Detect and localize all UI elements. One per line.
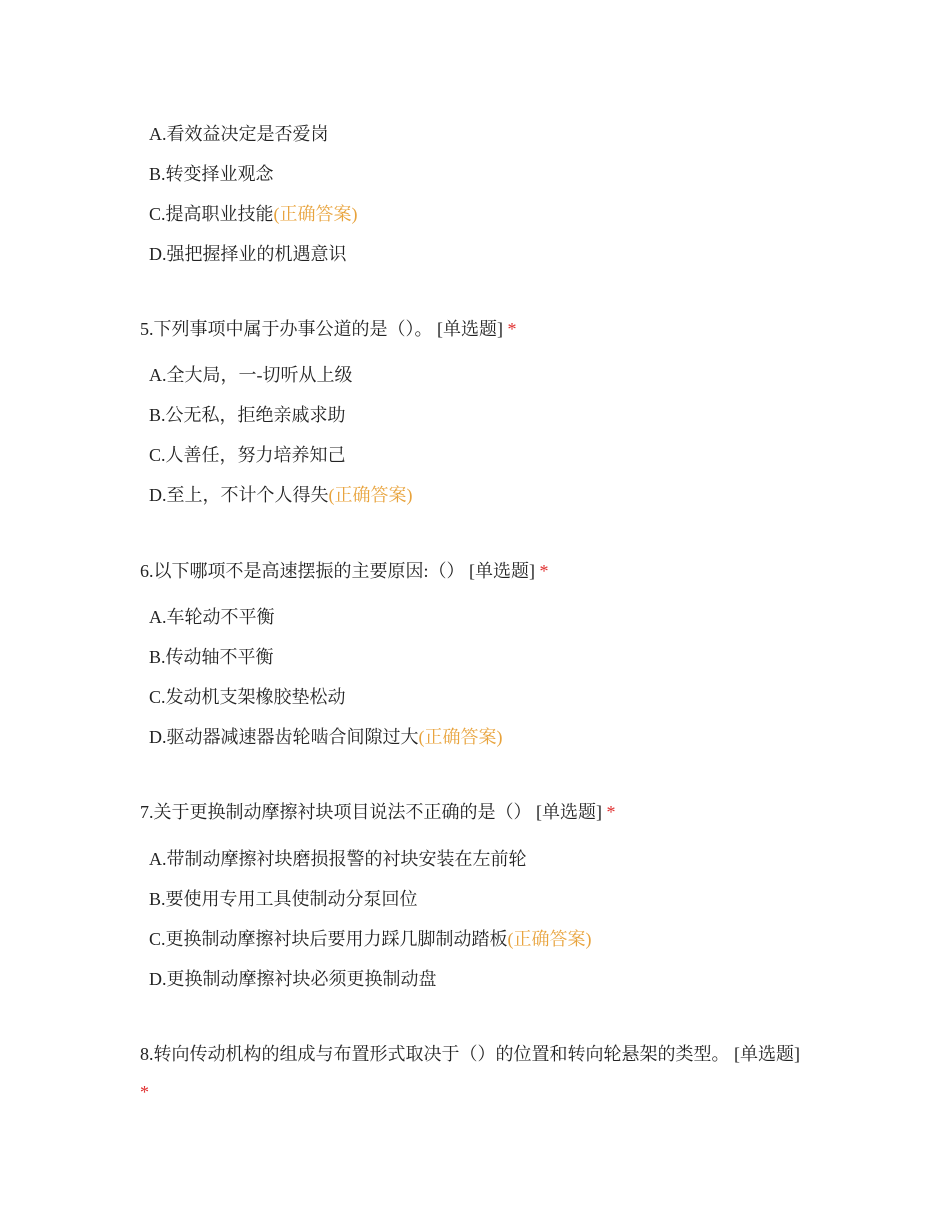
- question-text: 8.转向传动机构的组成与布置形式取决于（）的位置和转向轮悬架的类型。 [单选题]: [140, 1044, 800, 1064]
- q4-option-a: [149, 122, 329, 146]
- q7-option-c: [149, 927, 592, 951]
- option-label: B.要使用专用工具使制动分泵回位: [149, 889, 418, 909]
- correct-answer-marker: (正确答案): [507, 929, 592, 949]
- option-label: C.人善任，努力培养知己: [149, 445, 346, 465]
- q6-option-b: [149, 645, 274, 669]
- q6-option-a: [149, 605, 275, 629]
- option-label: A.看效益决定是否爱岗: [149, 124, 329, 144]
- option-label: D.至上，不计个人得失: [149, 485, 329, 505]
- required-marker: *: [539, 561, 549, 581]
- option-label: C.发动机支架橡胶垫松动: [149, 687, 346, 707]
- required-marker: *: [140, 1082, 149, 1102]
- option-label: D.强把握择业的机遇意识: [149, 244, 347, 264]
- correct-answer-marker: (正确答案): [418, 727, 503, 747]
- required-marker: *: [507, 319, 517, 339]
- q6-title: [140, 552, 810, 590]
- q4-option-c: [149, 202, 358, 226]
- correct-answer-marker: (正确答案): [273, 204, 358, 224]
- q5-option-c: [149, 443, 346, 467]
- option-label: B.公无私，拒绝亲戚求助: [149, 405, 346, 425]
- option-label: D.更换制动摩擦衬块必须更换制动盘: [149, 969, 437, 989]
- q5-option-a: [149, 363, 353, 387]
- option-label: A.带制动摩擦衬块磨损报警的衬块安装在左前轮: [149, 849, 527, 869]
- question-text: 5.下列事项中属于办事公道的是（）。 [单选题]: [140, 319, 508, 339]
- question-text: 7.关于更换制动摩擦衬块项目说法不正确的是（） [单选题]: [140, 802, 607, 822]
- correct-answer-marker: (正确答案): [328, 485, 413, 505]
- q5-option-d: [149, 483, 413, 507]
- option-label: A.全大局，一-切听从上级: [149, 365, 353, 385]
- q6-option-c: [149, 685, 346, 709]
- option-label: C.提高职业技能: [149, 204, 274, 224]
- q8-title: [140, 1035, 810, 1111]
- required-marker: *: [606, 802, 616, 822]
- q7-option-d: [149, 967, 437, 991]
- q5-option-b: [149, 403, 346, 427]
- q7-title: [140, 793, 810, 831]
- q6-option-d: [149, 725, 503, 749]
- question-text: 6.以下哪项不是高速摆振的主要原因:（） [单选题]: [140, 561, 540, 581]
- q7-option-b: [149, 887, 418, 911]
- option-label: D.驱动器减速器齿轮啮合间隙过大: [149, 727, 419, 747]
- q5-title: [140, 310, 810, 348]
- option-label: B.转变择业观念: [149, 164, 274, 184]
- option-label: B.传动轴不平衡: [149, 647, 274, 667]
- option-label: C.更换制动摩擦衬块后要用力踩几脚制动踏板: [149, 929, 508, 949]
- q4-option-d: [149, 242, 347, 266]
- q4-option-b: [149, 162, 274, 186]
- option-label: A.车轮动不平衡: [149, 607, 275, 627]
- q7-option-a: [149, 847, 527, 871]
